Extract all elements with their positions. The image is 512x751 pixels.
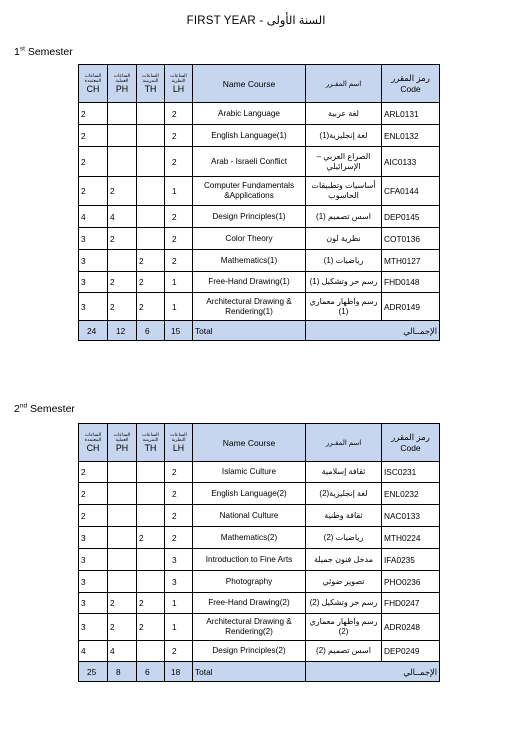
course-name-cell: Free-Hand Drawing(1)	[193, 272, 306, 293]
header-course-name-arabic: اسم المقـرر	[306, 65, 382, 103]
header-lh-label: LH	[172, 84, 185, 95]
table-row	[79, 125, 440, 147]
header-code-arabic: رمز المقرر	[391, 72, 430, 83]
course-name-arabic-cell: لغة إنجليزية(1)	[306, 125, 382, 147]
header-ch-arabic: الساعات المعتمدة	[84, 72, 102, 83]
credit-hours-cell: 3	[79, 593, 108, 614]
practical-hours-cell: 2	[108, 272, 137, 293]
course-name-arabic-cell: رياضيات (1)	[306, 250, 382, 272]
practical-hours-cell	[108, 125, 137, 147]
training-hours-cell	[137, 147, 165, 177]
course-name-arabic-cell: مدخل فنون جميلة	[306, 549, 382, 571]
course-code-cell: NAC0133	[382, 505, 440, 527]
course-name-arabic-cell: رسم حر وتشكيل (1)	[306, 272, 382, 293]
lecture-hours-cell: 3	[165, 571, 193, 593]
semester-1-heading	[14, 46, 73, 58]
course-code-cell: ADR0248	[382, 614, 440, 641]
table-row	[79, 272, 440, 293]
header-ch-arabic: الساعات المعتمدة	[84, 431, 102, 442]
header-ch	[79, 424, 108, 462]
semester-number: 2	[14, 403, 20, 415]
table-row	[79, 293, 440, 321]
course-name-cell: Color Theory	[193, 228, 306, 250]
header-ch	[79, 65, 108, 103]
credit-hours-cell: 2	[79, 462, 108, 483]
lecture-hours-cell: 2	[165, 505, 193, 527]
course-name-cell: Photography	[193, 571, 306, 593]
credit-hours-cell: 3	[79, 614, 108, 641]
credit-hours-cell: 2	[79, 125, 108, 147]
practical-hours-cell	[108, 103, 137, 125]
practical-hours-cell	[108, 505, 137, 527]
practical-hours-cell: 2	[108, 593, 137, 614]
practical-hours-cell: 4	[108, 206, 137, 228]
course-name-arabic-cell: نظرية لون	[306, 228, 382, 250]
course-name-arabic-cell: اسس تصميم (2)	[306, 641, 382, 662]
table-row	[79, 147, 440, 177]
course-name-arabic-cell: الصراع العربي – الإسرائيلي	[306, 147, 382, 177]
table-row	[79, 177, 440, 206]
table-row	[79, 250, 440, 272]
table-row	[79, 505, 440, 527]
header-th-arabic: الساعات التمرينية	[142, 72, 159, 83]
practical-hours-cell: 2	[108, 614, 137, 641]
course-code-cell: ENL0232	[382, 483, 440, 505]
practical-hours-cell	[108, 527, 137, 549]
practical-hours-cell	[108, 462, 137, 483]
table-row	[79, 483, 440, 505]
lecture-hours-cell: 2	[165, 103, 193, 125]
header-code	[382, 424, 440, 462]
table-row	[79, 593, 440, 614]
course-name-arabic-cell: أساسيات وتطبيقات الحاسوب	[306, 177, 382, 206]
semester-1-table	[78, 64, 440, 341]
semester-2-table	[78, 423, 440, 682]
credit-hours-cell: 3	[79, 272, 108, 293]
training-hours-cell	[137, 103, 165, 125]
credit-hours-cell: 2	[79, 483, 108, 505]
course-code-cell: DEP0145	[382, 206, 440, 228]
total-lh: 15	[165, 321, 193, 341]
course-code-cell: MTH0224	[382, 527, 440, 549]
practical-hours-cell: 2	[108, 177, 137, 206]
course-code-cell: ENL0132	[382, 125, 440, 147]
header-th	[137, 65, 165, 103]
total-ph: 12	[108, 321, 137, 341]
course-code-cell: MTH0127	[382, 250, 440, 272]
credit-hours-cell: 3	[79, 250, 108, 272]
total-row	[79, 662, 440, 682]
course-code-cell: ARL0131	[382, 103, 440, 125]
course-name-cell: Free-Hand Drawing(2)	[193, 593, 306, 614]
training-hours-cell	[137, 462, 165, 483]
header-lh-arabic: الساعات النظرية	[170, 431, 187, 442]
practical-hours-cell	[108, 147, 137, 177]
course-name-arabic-cell: اسس تصميم (1)	[306, 206, 382, 228]
course-name-cell: Mathematics(2)	[193, 527, 306, 549]
semester-ordinal: nd	[19, 402, 28, 410]
lecture-hours-cell: 3	[165, 549, 193, 571]
total-ph: 8	[108, 662, 137, 682]
course-name-cell: Design Principles(2)	[193, 641, 306, 662]
header-lh-arabic: الساعات النظرية	[170, 72, 187, 83]
table-row	[79, 549, 440, 571]
course-name-cell: Arab - Israeli Conflict	[193, 147, 306, 177]
course-name-cell: Islamic Culture	[193, 462, 306, 483]
table-row	[79, 527, 440, 549]
credit-hours-cell: 3	[79, 549, 108, 571]
course-code-cell: CFA0144	[382, 177, 440, 206]
training-hours-cell: 2	[137, 293, 165, 321]
training-hours-cell	[137, 483, 165, 505]
table-header-row	[79, 65, 440, 103]
header-code-label: Code	[400, 442, 421, 453]
table-header-row	[79, 424, 440, 462]
header-code	[382, 65, 440, 103]
course-name-cell: Mathematics(1)	[193, 250, 306, 272]
course-name-cell: National Culture	[193, 505, 306, 527]
course-code-cell: IFA0235	[382, 549, 440, 571]
course-name-arabic-cell: ثقافة إسلامية	[306, 462, 382, 483]
total-row	[79, 321, 440, 341]
training-hours-cell	[137, 505, 165, 527]
header-code-label: Code	[400, 83, 421, 94]
lecture-hours-cell: 2	[165, 147, 193, 177]
course-name-cell: Architectural Drawing & Rendering(1)	[193, 293, 306, 321]
header-name-course: Name Course	[193, 424, 306, 462]
lecture-hours-cell: 2	[165, 462, 193, 483]
training-hours-cell	[137, 549, 165, 571]
total-ch: 24	[79, 321, 108, 341]
lecture-hours-cell: 2	[165, 527, 193, 549]
table-row	[79, 571, 440, 593]
credit-hours-cell: 2	[79, 505, 108, 527]
total-th: 6	[137, 321, 165, 341]
training-hours-cell	[137, 571, 165, 593]
credit-hours-cell: 2	[79, 147, 108, 177]
table-row	[79, 641, 440, 662]
course-code-cell: DEP0249	[382, 641, 440, 662]
training-hours-cell: 2	[137, 250, 165, 272]
total-ch: 25	[79, 662, 108, 682]
header-ph-arabic: الساعات العملية	[113, 72, 131, 83]
course-name-arabic-cell: رسم واظهار معماري (1)	[306, 293, 382, 321]
training-hours-cell: 2	[137, 272, 165, 293]
lecture-hours-cell: 2	[165, 641, 193, 662]
course-name-cell: Arabic Language	[193, 103, 306, 125]
total-lh: 18	[165, 662, 193, 682]
course-code-cell: ADR0149	[382, 293, 440, 321]
lecture-hours-cell: 1	[165, 593, 193, 614]
credit-hours-cell: 3	[79, 527, 108, 549]
course-code-cell: AIC0133	[382, 147, 440, 177]
total-th: 6	[137, 662, 165, 682]
course-code-cell: COT0136	[382, 228, 440, 250]
credit-hours-cell: 4	[79, 641, 108, 662]
training-hours-cell: 2	[137, 614, 165, 641]
training-hours-cell: 2	[137, 527, 165, 549]
practical-hours-cell: 2	[108, 293, 137, 321]
header-ph-arabic: الساعات العملية	[113, 431, 131, 442]
header-ph-label: PH	[115, 443, 129, 454]
total-label: Total	[193, 662, 306, 682]
lecture-hours-cell: 1	[165, 293, 193, 321]
credit-hours-cell: 3	[79, 228, 108, 250]
lecture-hours-cell: 1	[165, 177, 193, 206]
header-ph-label: PH	[115, 84, 129, 95]
practical-hours-cell	[108, 483, 137, 505]
credit-hours-cell: 3	[79, 571, 108, 593]
course-name-cell: Architectural Drawing & Rendering(2)	[193, 614, 306, 641]
training-hours-cell	[137, 206, 165, 228]
semester-ordinal: st	[19, 45, 25, 53]
course-name-cell: English Language(1)	[193, 125, 306, 147]
course-name-arabic-cell: رسم واظهار معماري (2)	[306, 614, 382, 641]
total-label: Total	[193, 321, 306, 341]
training-hours-cell	[137, 125, 165, 147]
course-code-cell: FHD0247	[382, 593, 440, 614]
header-ph	[108, 65, 137, 103]
course-name-arabic-cell: رسم حر وتشكيل (2)	[306, 593, 382, 614]
header-th-label: TH	[144, 443, 157, 454]
total-label-arabic: الإجمــالي	[306, 662, 440, 682]
course-code-cell: PHO0236	[382, 571, 440, 593]
semester-2-heading	[14, 403, 75, 415]
course-code-cell: ISC0231	[382, 462, 440, 483]
semester-label: Semester	[24, 46, 73, 58]
header-lh-label: LH	[172, 443, 185, 454]
training-hours-cell	[137, 228, 165, 250]
table-row	[79, 103, 440, 125]
course-code-cell: FHD0148	[382, 272, 440, 293]
table-row	[79, 614, 440, 641]
header-th-arabic: الساعات التمرينية	[142, 431, 159, 442]
table-row	[79, 228, 440, 250]
course-name-arabic-cell: رياضيات (2)	[306, 527, 382, 549]
total-label-arabic: الإجمــالي	[306, 321, 440, 341]
page-title: FIRST YEAR - السنة الأولى	[186, 15, 326, 27]
course-name-cell: Design Principles(1)	[193, 206, 306, 228]
practical-hours-cell	[108, 549, 137, 571]
header-ch-label: CH	[86, 443, 100, 454]
semester-number: 1	[14, 46, 20, 58]
lecture-hours-cell: 2	[165, 206, 193, 228]
table-row	[79, 206, 440, 228]
course-name-arabic-cell: لغة إنجليزية(2)	[306, 483, 382, 505]
practical-hours-cell	[108, 250, 137, 272]
training-hours-cell	[137, 641, 165, 662]
header-ph	[108, 424, 137, 462]
lecture-hours-cell: 2	[165, 228, 193, 250]
practical-hours-cell	[108, 571, 137, 593]
lecture-hours-cell: 1	[165, 272, 193, 293]
lecture-hours-cell: 2	[165, 125, 193, 147]
course-name-cell: Computer Fundamentals &Applications	[193, 177, 306, 206]
credit-hours-cell: 3	[79, 293, 108, 321]
credit-hours-cell: 2	[79, 177, 108, 206]
header-course-name-arabic: اسم المقـرر	[306, 424, 382, 462]
header-lh	[165, 65, 193, 103]
header-th-label: TH	[144, 84, 157, 95]
course-name-cell: English Language(2)	[193, 483, 306, 505]
lecture-hours-cell: 2	[165, 250, 193, 272]
course-name-arabic-cell: تصوير ضوئي	[306, 571, 382, 593]
practical-hours-cell: 2	[108, 228, 137, 250]
table-row	[79, 462, 440, 483]
credit-hours-cell: 2	[79, 103, 108, 125]
semester-label: Semester	[27, 403, 75, 415]
credit-hours-cell: 4	[79, 206, 108, 228]
lecture-hours-cell: 1	[165, 614, 193, 641]
header-lh	[165, 424, 193, 462]
header-ch-label: CH	[86, 84, 100, 95]
course-name-cell: Introduction to Fine Arts	[193, 549, 306, 571]
training-hours-cell	[137, 177, 165, 206]
course-name-arabic-cell: لغة عربية	[306, 103, 382, 125]
practical-hours-cell: 4	[108, 641, 137, 662]
header-th	[137, 424, 165, 462]
course-name-arabic-cell: ثقافة وطنية	[306, 505, 382, 527]
header-name-course: Name Course	[193, 65, 306, 103]
training-hours-cell: 2	[137, 593, 165, 614]
header-code-arabic: رمز المقرر	[391, 431, 430, 442]
lecture-hours-cell: 2	[165, 483, 193, 505]
